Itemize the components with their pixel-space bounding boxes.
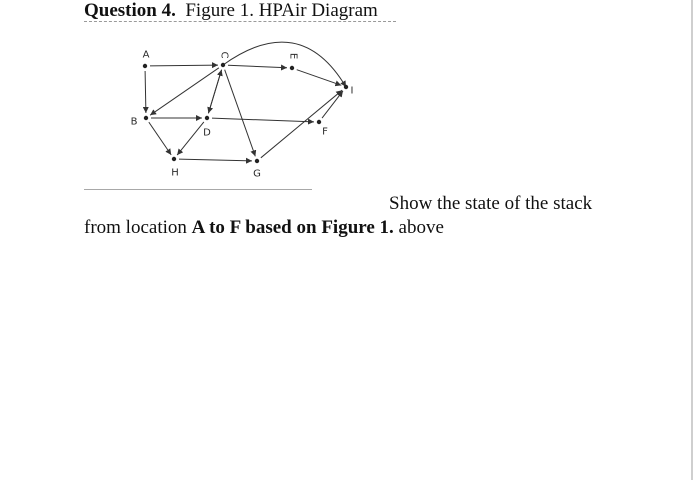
hpair-diagram [0,0,700,200]
edge-g-to-i [261,90,342,158]
nodes-layer [131,50,354,180]
prompt-start: from location [84,217,192,238]
edge-c-to-b [150,68,219,115]
prompt-end: above [393,217,444,238]
divider-line [84,189,312,190]
prompt-line-2 [84,217,444,239]
edge-a-to-b [145,71,146,113]
edges-layer [142,42,346,161]
node-a-label: A [142,49,150,61]
edge-d-to-h [177,122,204,155]
node-g-label: G [253,168,261,180]
edge-h-to-g [179,159,252,161]
node-h-label: H [171,167,179,179]
node-f-label: F [322,126,328,138]
edge-a-to-c [150,65,218,66]
node-d-dot [205,116,209,120]
node-b-label: B [130,116,138,128]
node-h-dot [172,157,176,161]
node-e-dot [290,66,294,70]
edge-c-to-g [225,70,256,157]
edge-d-to-c [208,70,221,113]
edge-c-to-e [228,65,287,68]
edge-e-to-i [297,70,342,86]
prompt-line-1: Show the state of the stack [389,193,593,214]
node-c-dot [221,63,225,67]
node-i-label: I [350,85,354,97]
node-g-dot [255,159,259,163]
node-e-label: E [287,52,299,60]
prompt-emphasis: A to F based on Figure 1. [191,217,394,238]
node-a-dot [143,64,147,68]
node-c-label: C [218,51,230,59]
figure-title: Figure 1. HPAir Diagram [185,0,378,21]
node-f-dot [317,120,321,124]
edge-d-to-f [212,118,314,122]
node-d-label: D [203,127,211,139]
question-number: Question 4. [84,0,176,21]
page-edge [691,0,693,480]
edge-b-to-h [149,122,171,155]
node-i-dot [344,85,348,89]
node-b-dot [144,116,148,120]
